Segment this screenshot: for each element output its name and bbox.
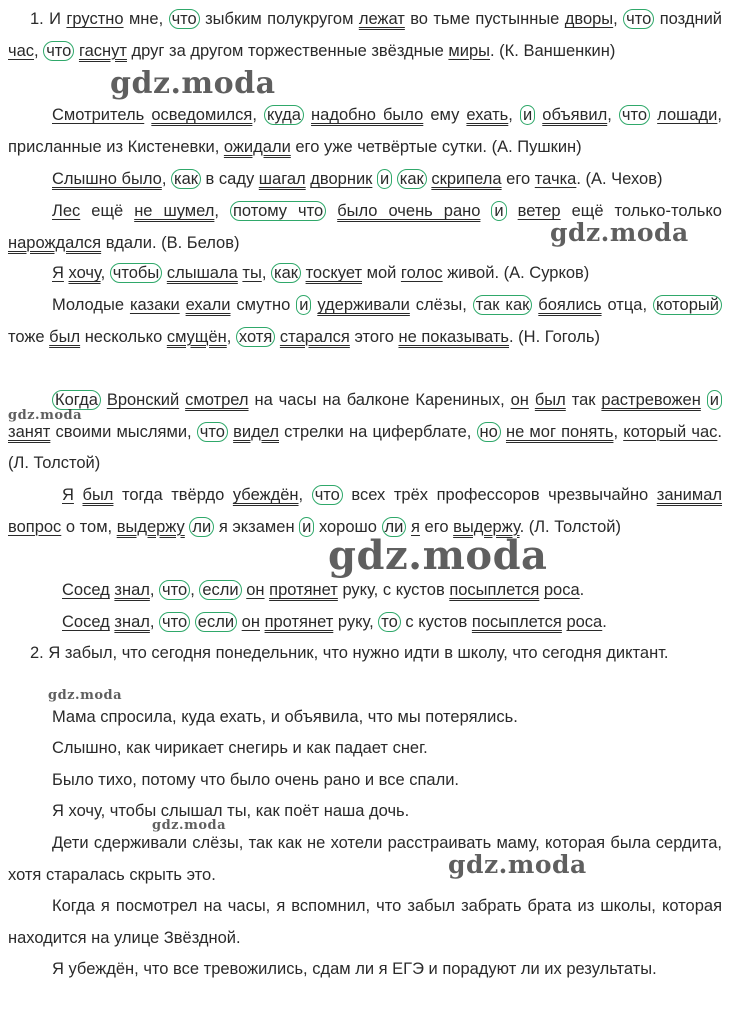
sentence-3: Слышно было, как в саду шагал дворник и как скрипела его тачка. (А. Чехов)	[52, 170, 663, 188]
watermark-logo: gdz.moda	[152, 818, 227, 833]
task-2-sentence-2: Слышно, как чирикает снегирь и как падает снег.	[52, 739, 428, 757]
watermark-logo: gdz.moda	[448, 850, 587, 879]
task-2-sentence-1: Мама спросила, куда ехать, и объявила, что мы потерялись.	[52, 708, 518, 726]
watermark-logo: gdz.moda	[550, 218, 689, 247]
sentence-8: Я был тогда твёрдо убеждён, что всех трёх профессоров чрезвычайно занимал вопрос о том, выдержу ли я экзамен и хорошо ли я его выдержу. (Л. Толстой)	[8, 486, 723, 536]
task-2-sentence-3: Было тихо, потому что было очень рано и все спали.	[52, 771, 460, 789]
task-2-sentence-5: Дети сдерживали слёзы, так как не хотели расстраивать маму, которая была сердита, хотя старалась скрыть это.	[8, 834, 722, 884]
sentence-10: Сосед знал, что если он протянет руку, то с кустов посыплется роса.	[62, 613, 607, 631]
sentence-6: Молодые казаки ехали смутно и удерживали слёзы, так как боялись отца, который тоже был несколько смущён, хотя старался этого не показывать. (Н. Гоголь)	[8, 290, 722, 353]
watermark-logo: gdz.moda	[48, 688, 123, 703]
sentence-9: Сосед знал, что , если он протянет руку, с кустов посыплется роса.	[62, 581, 585, 599]
sentence-7: Когда Вронский смотрел на часы на балконе Карениных, он был так растревожен и занят своими мыслями, что видел стрелки на циферблате, но не мог понять, который час. (Л. Толстой)	[8, 391, 722, 473]
sentence-2: Смотритель осведомился, куда надобно было ему ехать, и объявил, что лошади, присланные из Кистеневки, ожидали его уже четвёртые сутки. (А. Пушкин)	[8, 106, 722, 156]
watermark-logo: gdz.moda	[8, 408, 83, 423]
sentence-1: 1. И грустно мне, что зыбким полукругом лежат во тьме пустынные дворы, что поздний час, что гаснут друг за другом торжественные звёздные миры. (К. Ваншенкин)	[8, 10, 723, 60]
task-2-sentence-7: Я убеждён, что все тревожились, сдам ли я ЕГЭ и порадуют ли их результаты.	[52, 960, 657, 978]
watermark-logo: gdz.moda	[110, 66, 276, 101]
task-2-intro: 2. Я забыл, что сегодня понедельник, что нужно идти в школу, что сегодня диктант.	[30, 644, 669, 662]
sentence-4: Лес ещё не шумел, потому что было очень рано и ветер ещё только-только нарождался вдали. (В. Белов)	[8, 202, 722, 252]
task-2-sentence-4: Я хочу, чтобы слышал ты, как поёт наша дочь.	[52, 802, 410, 820]
sentence-5: Я хочу, чтобы слышала ты, как тоскует мой голос живой. (А. Сурков)	[52, 264, 590, 282]
task-2-sentence-6: Когда я посмотрел на часы, я вспомнил, что забыл забрать брата из школы, которая находится на улице Звёздной.	[8, 897, 722, 947]
watermark-logo: gdz.moda	[328, 532, 548, 579]
